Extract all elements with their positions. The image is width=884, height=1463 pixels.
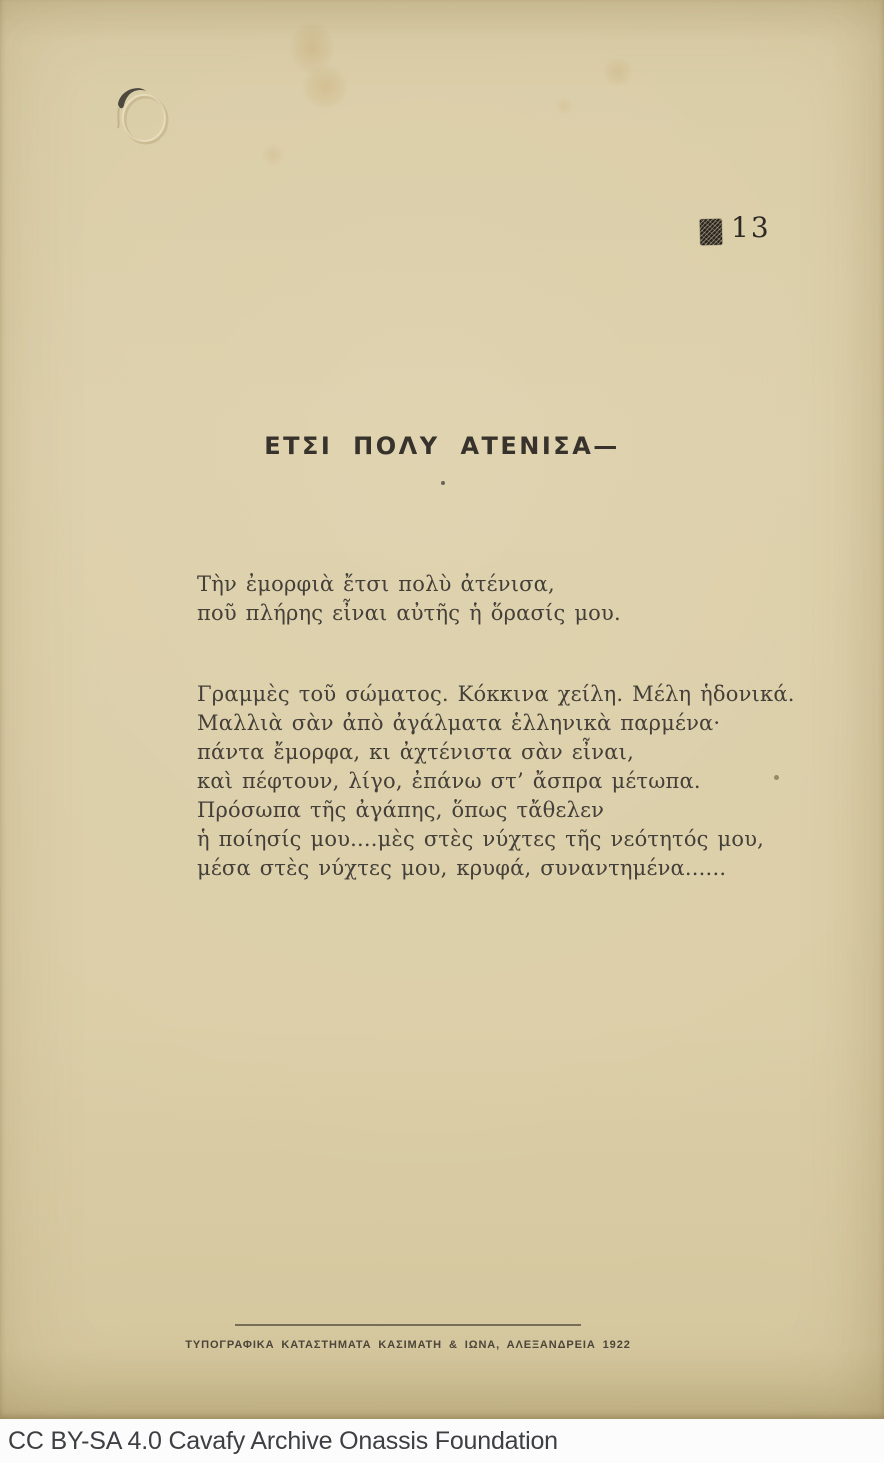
license-caption: CC BY-SA 4.0 Cavafy Archive Onassis Foundation	[8, 1426, 558, 1455]
title-ornament-dot	[441, 481, 445, 485]
imprint-rule	[235, 1324, 581, 1326]
page-number: 13	[731, 211, 771, 244]
paper-tear-mark-graphic	[104, 78, 182, 152]
printer-imprint: ΤΥΠΟΓΡΑΦΙΚΑ ΚΑΤΑΣΤΗΜΑΤΑ ΚΑΣΙΜΑΤΗ & ΙΩΝΑ, ΑΛΕΞΑΝΔΡΕΙΑ 1922	[185, 1339, 631, 1351]
poem-line: ἡ ποίησίς μου....μὲς στὲς νύχτες τῆς νεότητός μου,	[197, 827, 765, 851]
poem-title: ΕΤΣΙ ΠΟΛΥ ΑΤΕΝΙΣΑ—	[264, 432, 620, 460]
poem-line: Τὴν ἐμορφιὰ ἔτσι πολὺ ἀτένισα,	[197, 572, 555, 596]
ink-stamp-icon	[700, 219, 723, 246]
stain	[598, 52, 638, 92]
poem-line: μέσα στὲς νύχτες μου, κρυφά, συναντημένα......	[197, 856, 727, 880]
poem-stanza-1	[197, 570, 621, 628]
paper-tear-mark	[104, 78, 182, 152]
poem-line: Γραμμὲς τοῦ σώματος. Κόκκινα χείλη. Μέλη ἡδονικά.	[197, 682, 795, 706]
poem-line: ποῦ πλήρης εἶναι αὐτῆς ἡ ὅρασίς μου.	[197, 601, 621, 625]
poem-line: καὶ πέφτουν, λίγο, ἐπάνω στ’ ἄσπρα μέτωπα.	[197, 769, 701, 793]
stain	[294, 58, 356, 116]
poem-line: Μαλλιὰ σὰν ἀπὸ ἀγάλματα ἑλληνικὰ παρμένα·	[197, 711, 721, 735]
poem-line: πάντα ἔμορφα, κι ἀχτένιστα σὰν εἶναι,	[197, 740, 634, 764]
poem-line: Πρόσωπα τῆς ἀγάπης, ὅπως τἄθελεν	[197, 798, 605, 822]
stain	[552, 94, 576, 118]
stain	[258, 140, 288, 170]
license-bar	[0, 1419, 884, 1463]
poem-stanza-2	[197, 680, 795, 883]
